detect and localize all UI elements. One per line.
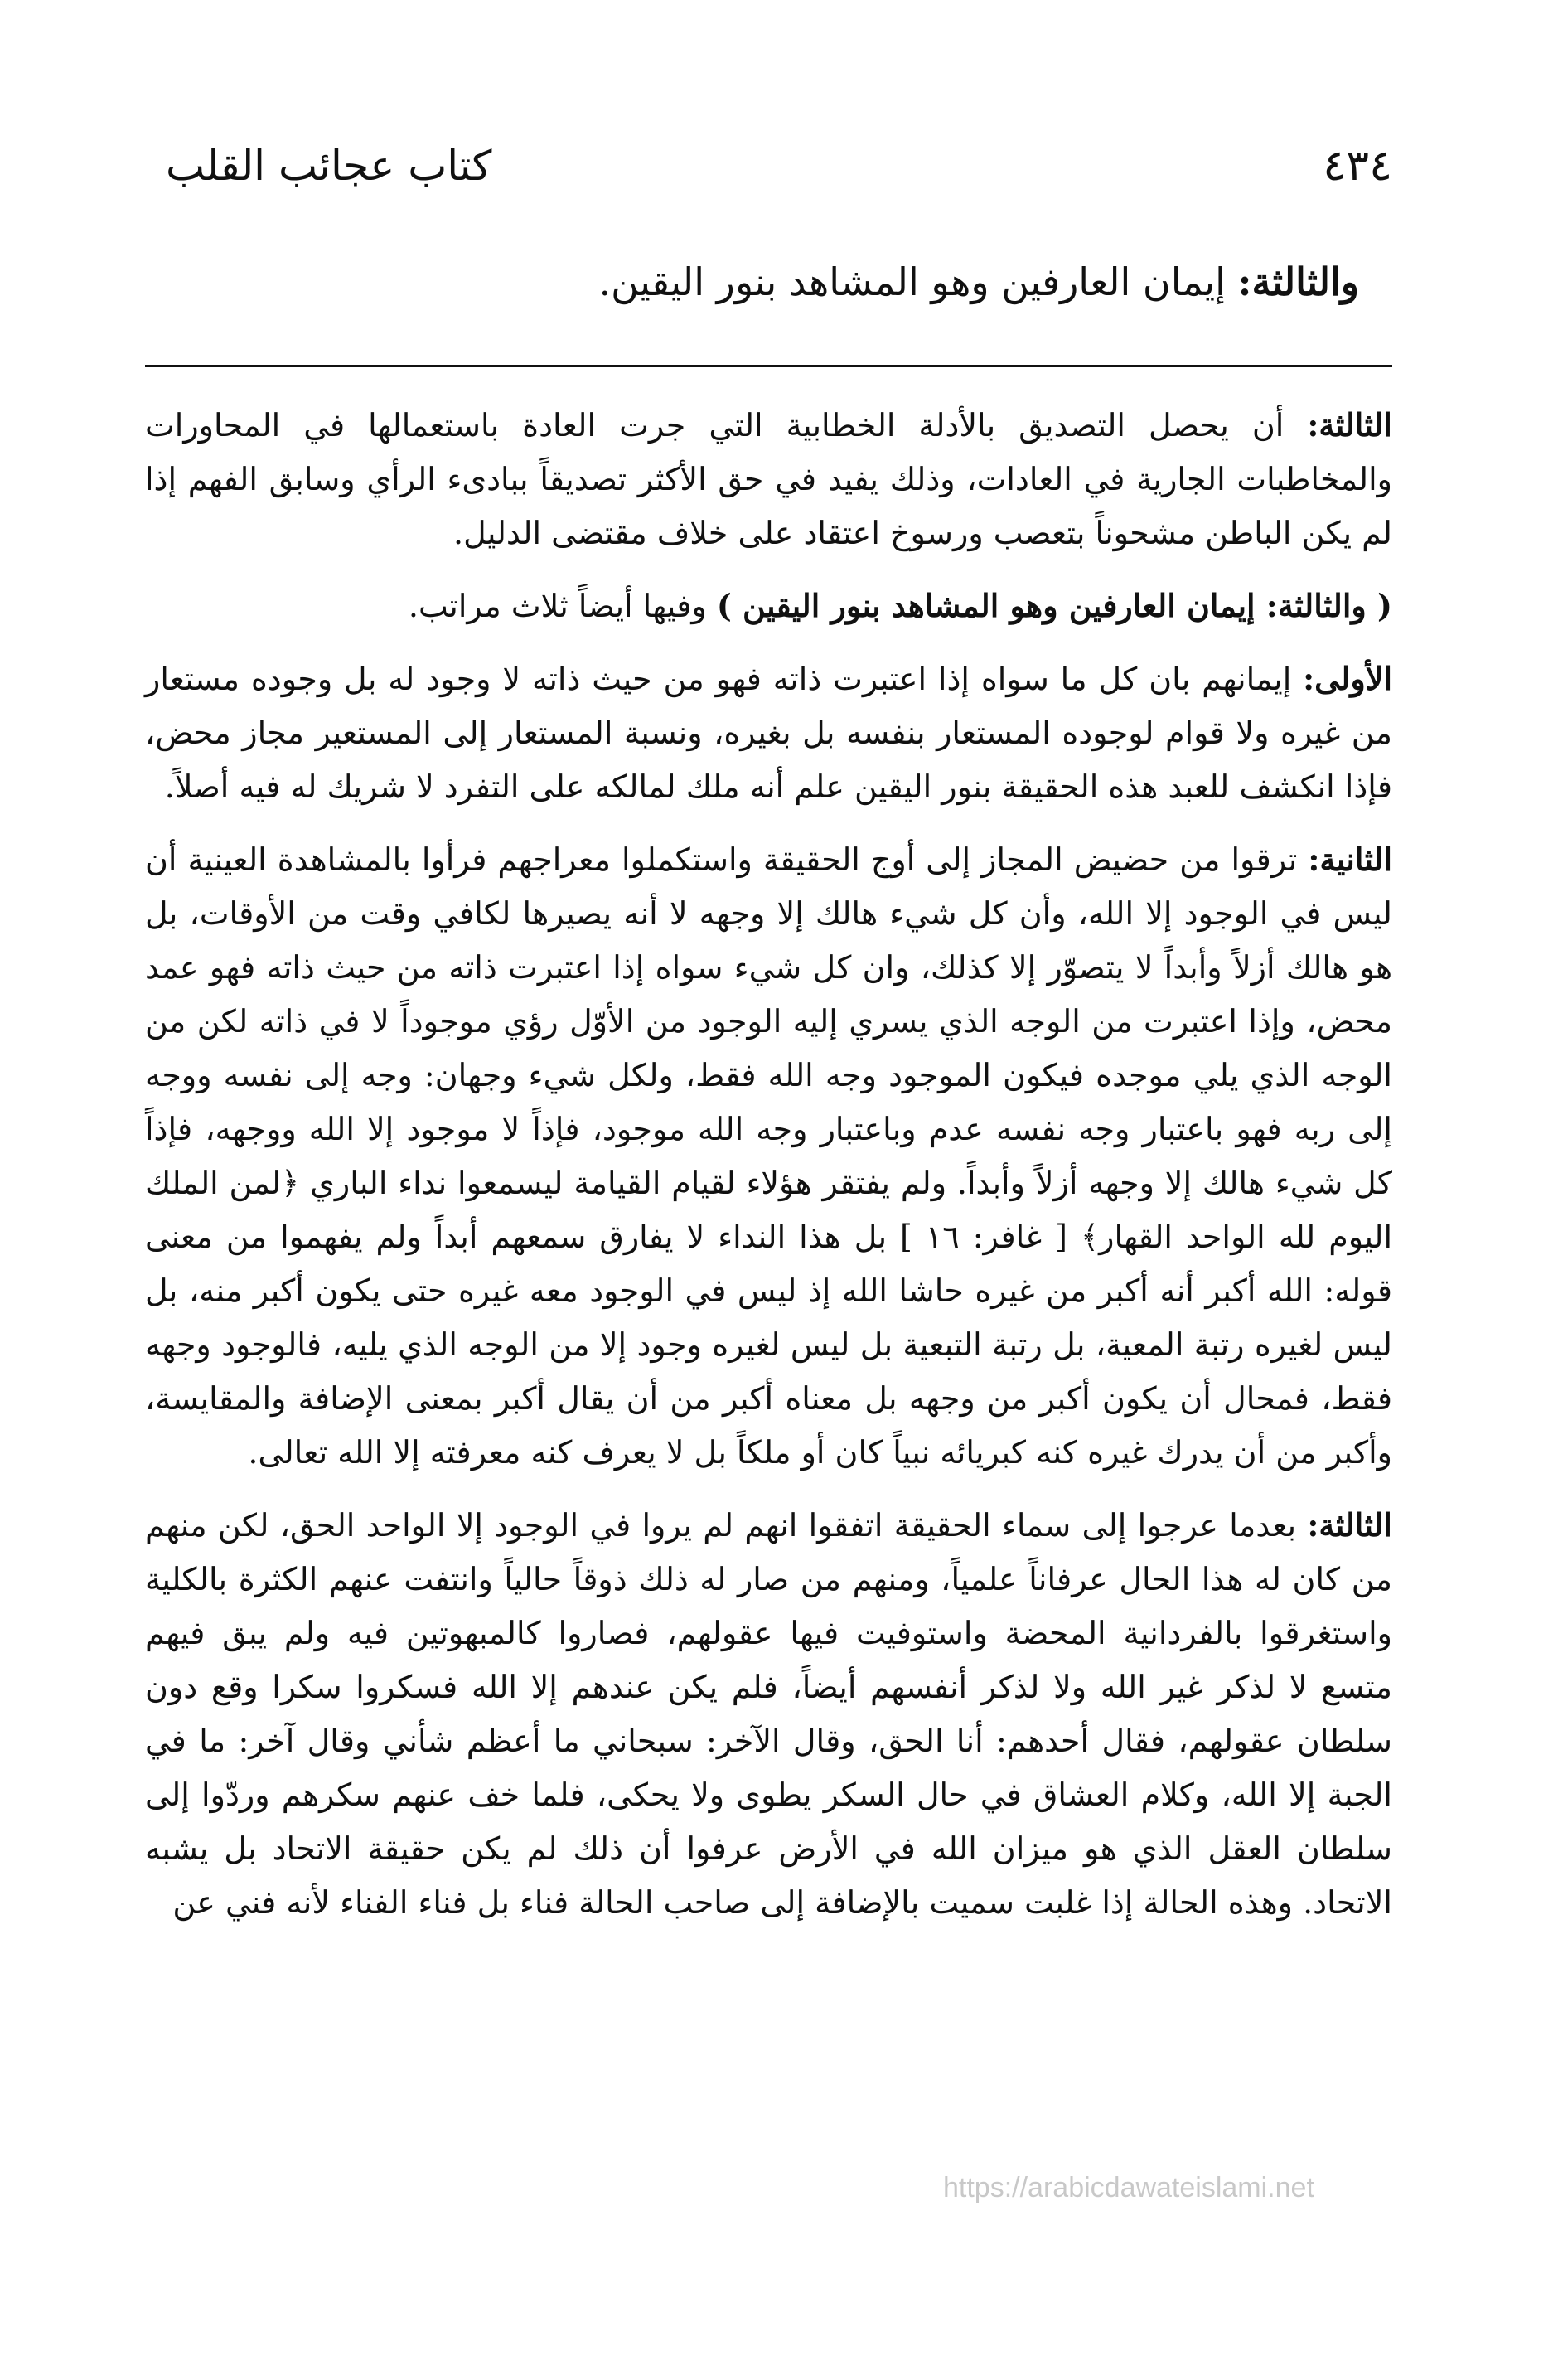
page-number: ٤٣٤ (1323, 141, 1392, 191)
paragraph-third-section-heading (145, 579, 1392, 633)
paragraph-first-rank (145, 652, 1392, 814)
page-header (166, 133, 1392, 207)
paragraph-lead: الأولى: (1303, 660, 1392, 697)
paragraph-lead: الثانية: (1308, 841, 1392, 878)
section-heading: ( والثالثة: إيمان العارفين وهو المشاهد بنور اليقين ) (716, 587, 1392, 624)
paragraph-text: ترقوا من حضيض المجاز إلى أوج الحقيقة واستكملوا معراجهم فرأوا بالمشاهدة العينية أن ليس في الوجود إلا الله، وأن كل شيء هالك إلا وجهه لا أنه يصيرها لكافي وقت من الأوقات، بل هو هالك أزلاً وأبداً لا يتصوّر إلا كذلك، وان كل شيء سواه إذا اعتبرت ذاته من حيث ذاته فهو عمد محض، وإذا اعتبرت من الوجه الذي يسري إليه الوجود من الأوّل رؤي موجوداً لا في ذاته لكن من الوجه الذي يلي موجده فيكون الموجود وجه الله فقط، ولكل شيء وجهان: وجه إلى نفسه ووجه إلى ربه فهو باعتبار وجه نفسه عدم وباعتبار وجه الله موجود، فإذاً لا موجود إلا الله ووجهه، فإذاً كل شيء هالك إلا وجهه أزلاً وأبداً. ولم يفتقر هؤلاء لقيام القيامة ليسمعوا نداء الباري (145, 841, 1393, 1201)
matn-lead: والثالثة: (1237, 259, 1359, 304)
paragraph-third-rank (145, 1498, 1392, 1930)
paragraph-text: أن يحصل التصديق بالأدلة الخطابية التي جرت العادة باستعمالها في المحاورات والمخاطبات الجارية في العادات، وذلك يفيد في حق الأكثر تصديقاً ببادىء الرأي وسابق الفهم إذا لم يكن الباطن مشحوناً بتعصب ورسوخ اعتقاد على خلاف مقتضى الدليل. (145, 407, 1392, 551)
paragraph-text: بعدما عرجوا إلى سماء الحقيقة اتفقوا انهم لم يروا في الوجود إلا الواحد الحق، لكن منهم من كان له هذا الحال عرفاناً علمياً، ومنهم من صار له ذلك ذوقاً حالياً وانتفت عنهم الكثرة بالكلية واستغرقوا بالفردانية المحضة واستوفيت فيها عقولهم، فصاروا كالمبهوتين فيه ولم يبق فيهم متسع لا لذكر غير الله ولا لذكر أنفسهم أيضاً، فلم يكن عندهم إلا الله فسكروا سكرا وقع دون سلطان عقولهم، فقال أحدهم: أنا الحق، وقال الآخر: سبحاني ما أعظم شأني وقال آخر: ما في الجبة إلا الله، وكلام العشاق في حال السكر يطوى ولا يحكى، فلما خف عنهم سكرهم وردّوا إلى سلطان العقل الذي هو ميزان الله في الأرض عرفوا أن ذلك لم يكن حقيقة الاتحاد بل يشبه الاتحاد. وهذه الحالة إذا غلبت سميت بالإضافة إلى صاحب الحالة فناء بل فناء الفناء لأنه فني عن (145, 1507, 1392, 1921)
quran-verse: ﴿لمن الملك اليوم لله الواحد القهار﴾ (145, 1165, 1392, 1255)
matn-line (265, 249, 1359, 315)
paragraph-lead: الثالثة: (1307, 406, 1392, 444)
paragraph-text: إيمانهم بان كل ما سواه إذا اعتبرت ذاته فهو من حيث ذاته لا وجود له بل وجوده مستعار من غيره ولا قوام لوجوده المستعار بنفسه بل بغيره، ونسبة المستعار إلى المستعير مجاز محض، فإذا انكشف للعبد هذه الحقيقة بنور اليقين علم أنه ملك لمالكه على التفرد لا شريك له فيه أصلاً. (145, 661, 1392, 805)
paragraph-lead: الثالثة: (1307, 1506, 1392, 1544)
commentary-body (145, 398, 1392, 1948)
watermark-url: https://arabicdawateislami.net (943, 2172, 1314, 2203)
paragraph-text-continued: [ غافر: ١٦ ] بل هذا النداء لا يفارق سمعهم أبداً ولم يفهموا من معنى قوله: الله أكبر أنه أكبر من غيره حاشا الله إذ ليس في الوجود معه غيره حتى يكون أكبر منه، بل ليس لغيره رتبة المعية، بل رتبة التبعية بل ليس لغيره وجود إلا من الوجه الذي يليه، فالوجود وجهه فقط، فمحال أن يكون أكبر من وجهه بل معناه أكبر من أن يقال أكبر بمعنى الإضافة والمقايسة، وأكبر من أن يدرك غيره كنه كبريائه نبياً كان أو ملكاً بل لا يعرف كنه معرفته إلا الله تعالى. (145, 1219, 1392, 1471)
paragraph-third-level (145, 398, 1392, 560)
running-title: كتاب عجائب القلب (166, 142, 492, 190)
paragraph-second-rank (145, 832, 1392, 1480)
separator-rule (145, 365, 1392, 367)
matn-text: إيمان العارفين وهو المشاهد بنور اليقين. (598, 259, 1238, 304)
paragraph-text: وفيها أيضاً ثلاث مراتب. (408, 588, 717, 624)
